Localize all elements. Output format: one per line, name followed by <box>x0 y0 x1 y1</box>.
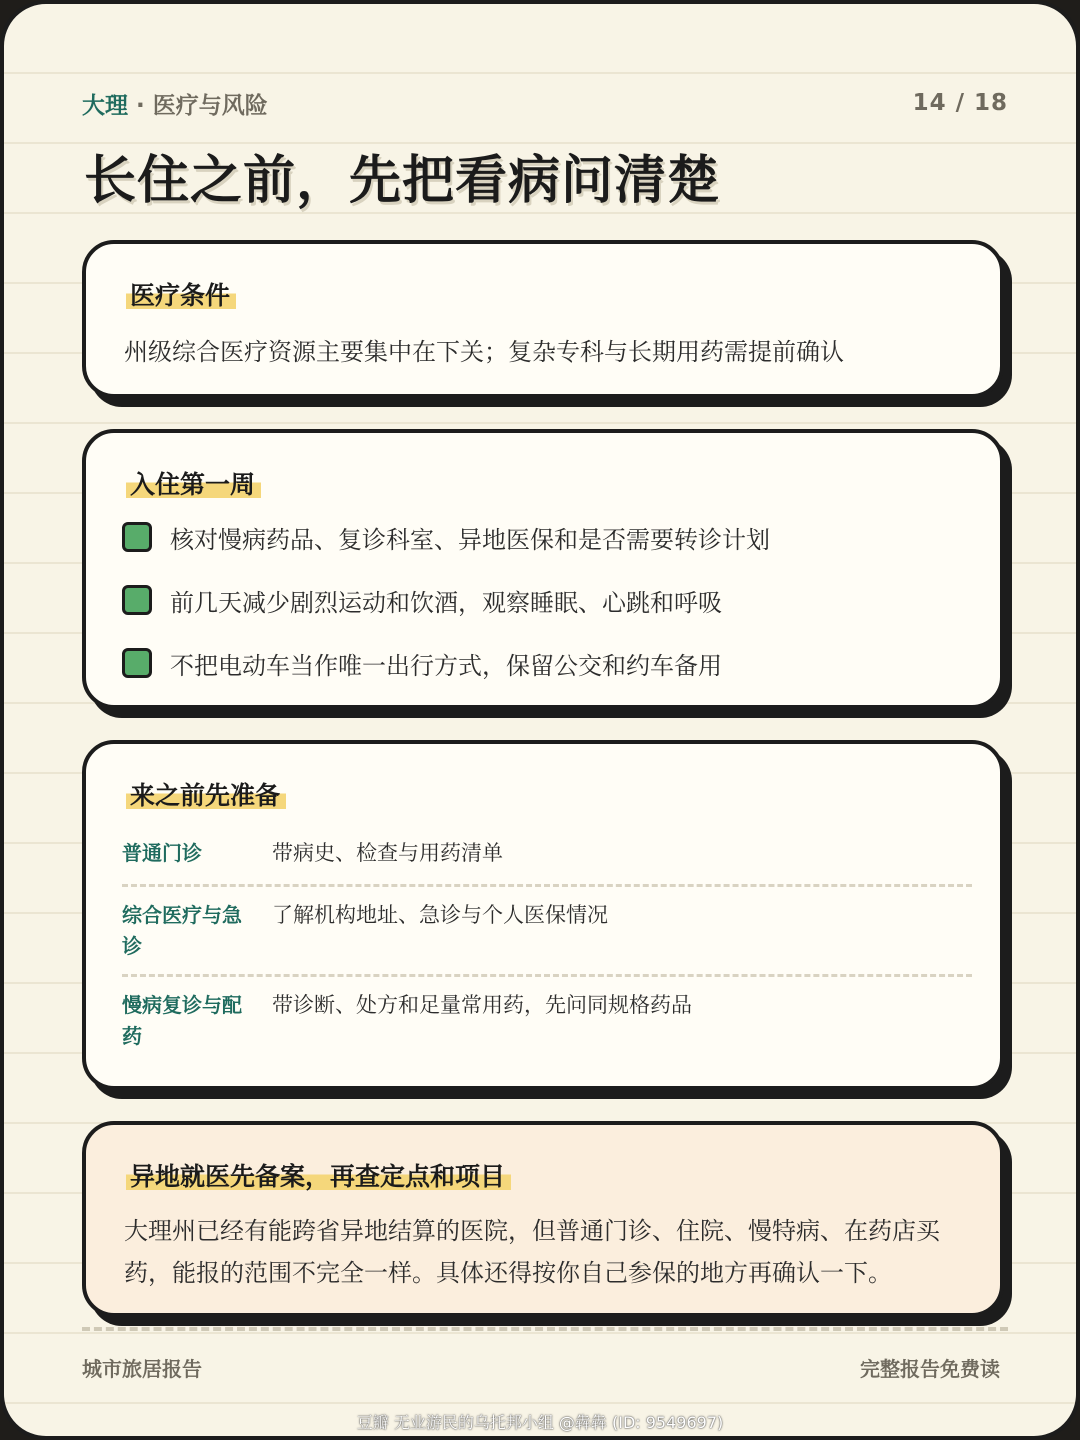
checkbox-icon <box>122 585 152 615</box>
breadcrumb <box>82 87 268 120</box>
checklist-item <box>122 519 770 555</box>
checklist-item-text: 前几天减少剧烈运动和饮酒，观察睡眠、心跳和呼吸 <box>170 588 722 617</box>
checkbox-icon <box>122 522 152 552</box>
footer-divider <box>82 1327 1008 1331</box>
checklist-item-text: 核对慢病药品、复诊科室、异地医保和是否需要转诊计划 <box>170 525 770 554</box>
breadcrumb-separator: · <box>128 92 153 119</box>
footer-read-link[interactable]: 完整报告免费读 <box>860 1357 1000 1381</box>
preparation-title: 来之前先准备 <box>126 776 286 812</box>
row-divider <box>122 974 972 977</box>
footer-report-name: 城市旅居报告 <box>82 1357 202 1381</box>
page-indicator: 14 / 18 <box>912 90 1008 116</box>
prep-row-label: 综合医疗与急诊 <box>122 903 242 958</box>
insurance-title: 异地就医先备案，再查定点和项目 <box>126 1157 511 1193</box>
watermark: 豆瓣 无业游民的乌托邦小组 @犇犇 (ID: 9549697) <box>356 1413 724 1432</box>
prep-row-label: 普通门诊 <box>122 841 202 865</box>
medical-conditions-text: 州级综合医疗资源主要集中在下关；复杂专科与长期用药需提前确认 <box>124 338 844 366</box>
prep-row-value: 了解机构地址、急诊与个人医保情况 <box>272 903 608 927</box>
brand-label: 大理 <box>82 92 128 119</box>
checklist-item <box>122 645 722 681</box>
insurance-text-line: 大理州已经有能跨省异地结算的医院，但普通门诊、住院、慢特病、在药店买 <box>124 1217 940 1245</box>
medical-conditions-card <box>82 240 1004 398</box>
checkbox-icon <box>122 648 152 678</box>
page-title: 长住之前，先把看病问清楚 <box>84 151 721 211</box>
insurance-text-line: 药，能报的范围不完全一样。具体还得按你自己参保的地方再确认一下。 <box>124 1259 892 1287</box>
row-divider <box>122 884 972 887</box>
medical-conditions-title: 医疗条件 <box>126 276 236 312</box>
first-week-card <box>82 429 1004 709</box>
prep-row-value: 带病史、检查与用药清单 <box>272 841 503 865</box>
page-header <box>82 88 1008 118</box>
preparation-card <box>82 740 1004 1090</box>
first-week-title: 入住第一周 <box>126 465 261 501</box>
prep-row-value: 带诊断、处方和足量常用药，先问同规格药品 <box>272 993 692 1017</box>
checklist-item-text: 不把电动车当作唯一出行方式，保留公交和约车备用 <box>170 651 722 680</box>
insurance-card <box>82 1121 1004 1317</box>
prep-row-label: 慢病复诊与配药 <box>122 993 242 1048</box>
checklist-item <box>122 582 722 618</box>
section-label: 医疗与风险 <box>152 92 268 119</box>
